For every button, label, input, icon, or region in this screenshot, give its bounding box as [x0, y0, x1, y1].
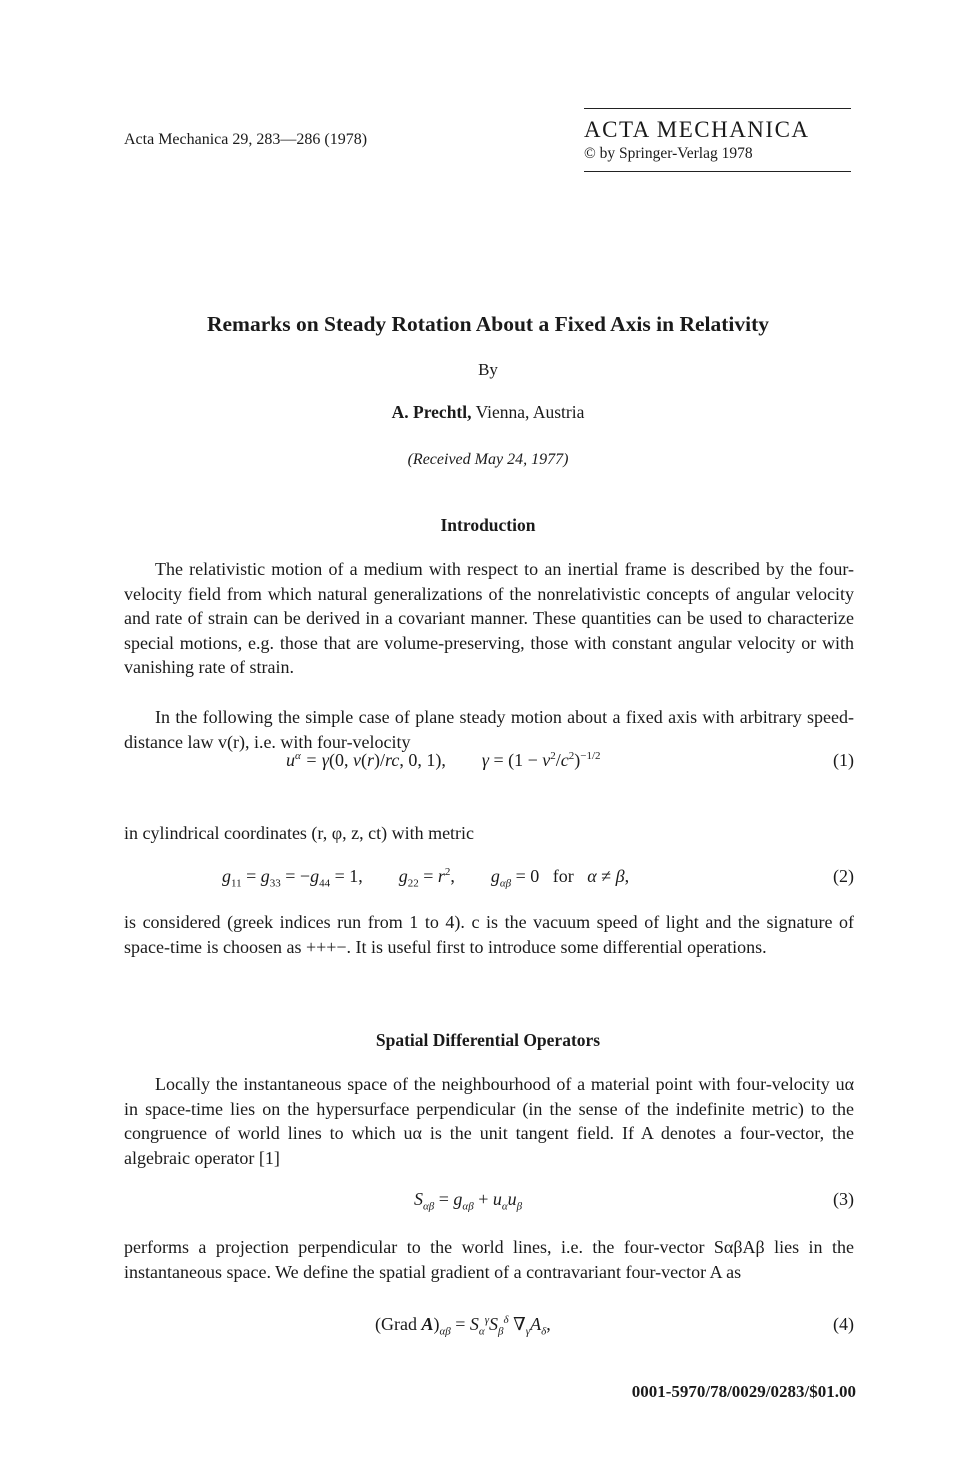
byline-by: By: [478, 360, 498, 379]
article-title: Remarks on Steady Rotation About a Fixed Axis in Relativity: [206, 312, 769, 336]
intro-paragraph-3: in cylindrical coordinates (r, φ, z, ct) with metric: [124, 823, 475, 843]
equation-1: [124, 750, 854, 776]
equation-3-number: (3): [833, 1189, 854, 1209]
equation-2-number: (2): [833, 866, 854, 886]
equation-4: [124, 1314, 854, 1340]
masthead-copyright: © by Springer-Verlag 1978: [584, 145, 753, 162]
journal-masthead: [584, 108, 851, 172]
equation-2-body: $g_{11} = g_{33} = -g_{44} = 1$, $g_{22} = r^2$, $g_{\alpha\beta} = 0$ for α ≠ β,: [222, 866, 630, 890]
spatial-paragraph-1: Locally the instantaneous space of the neighbourhood of a material point with four-velocity uα in space-time lies on the hypersurface perpendicular (in the sense of the indefinite metric) to the congruence of world lines to which uα is the unit tangent field. If A denotes a four-vector, the algebraic operator [1]: [124, 1074, 854, 1168]
author-name: A. Prechtl,: [391, 402, 472, 422]
intro-paragraph-1: The relativistic motion of a medium with respect to an inertial frame is described by the four-velocity field from which natural generalizations of the nonrelativistic concepts of angular velocity and rate of strain can be derived in a covariant manner. These quantities can be used to characterize special motions, e.g. those that are volume-preserving, those with constant angular velocity or with vanishing rate of strain.: [124, 559, 854, 678]
journal-reference: Acta Mechanica 29, 283—286 (1978): [124, 131, 368, 148]
equation-4-body: (Grad $A)_{\alpha\beta} = S_\alpha^\gamma S_\beta^\delta$ $\nabla_\gamma A_\delta$,: [375, 1314, 551, 1338]
section-heading-spatial-operators: Spatial Differential Operators: [375, 1030, 601, 1050]
equation-1-number: (1): [833, 750, 854, 770]
author-line: [0, 402, 976, 423]
equation-2: [124, 866, 854, 892]
equation-1-body: $u^\alpha = \gamma(0$, v(r)/rc, 0, 1), $\gamma = (1 - v^2/c^2)^{-1/2}$: [286, 750, 601, 770]
equation-3: [124, 1189, 854, 1215]
intro-paragraph-2: In the following the simple case of plane steady motion about a fixed axis with arbitrary speed-distance law v(r), i.e. with four-velocity: [124, 707, 854, 752]
received-date: (Received May 24, 1977): [407, 451, 569, 468]
masthead-title: ACTA MECHANICA: [584, 117, 810, 142]
section-heading-introduction: Introduction: [440, 515, 536, 535]
author-location: Vienna, Austria: [475, 402, 585, 422]
footer-code: 0001-5970/78/0029/0283/$01.00: [631, 1382, 856, 1401]
equation-4-number: (4): [833, 1314, 854, 1334]
equation-3-body: $S_{\alpha\beta} = g_{\alpha\beta} + u_\alpha u_\beta$: [414, 1189, 523, 1213]
spatial-paragraph-2: performs a projection perpendicular to the world lines, i.e. the four-vector SαβAβ lies in the instantaneous space. We define the spatial gradient of a contravariant four-vector A as: [124, 1237, 854, 1282]
intro-paragraph-4: is considered (greek indices run from 1 to 4). c is the vacuum speed of light and the signature of space-time is choosen as +++−. It is useful first to introduce some differential operations.: [124, 912, 854, 957]
